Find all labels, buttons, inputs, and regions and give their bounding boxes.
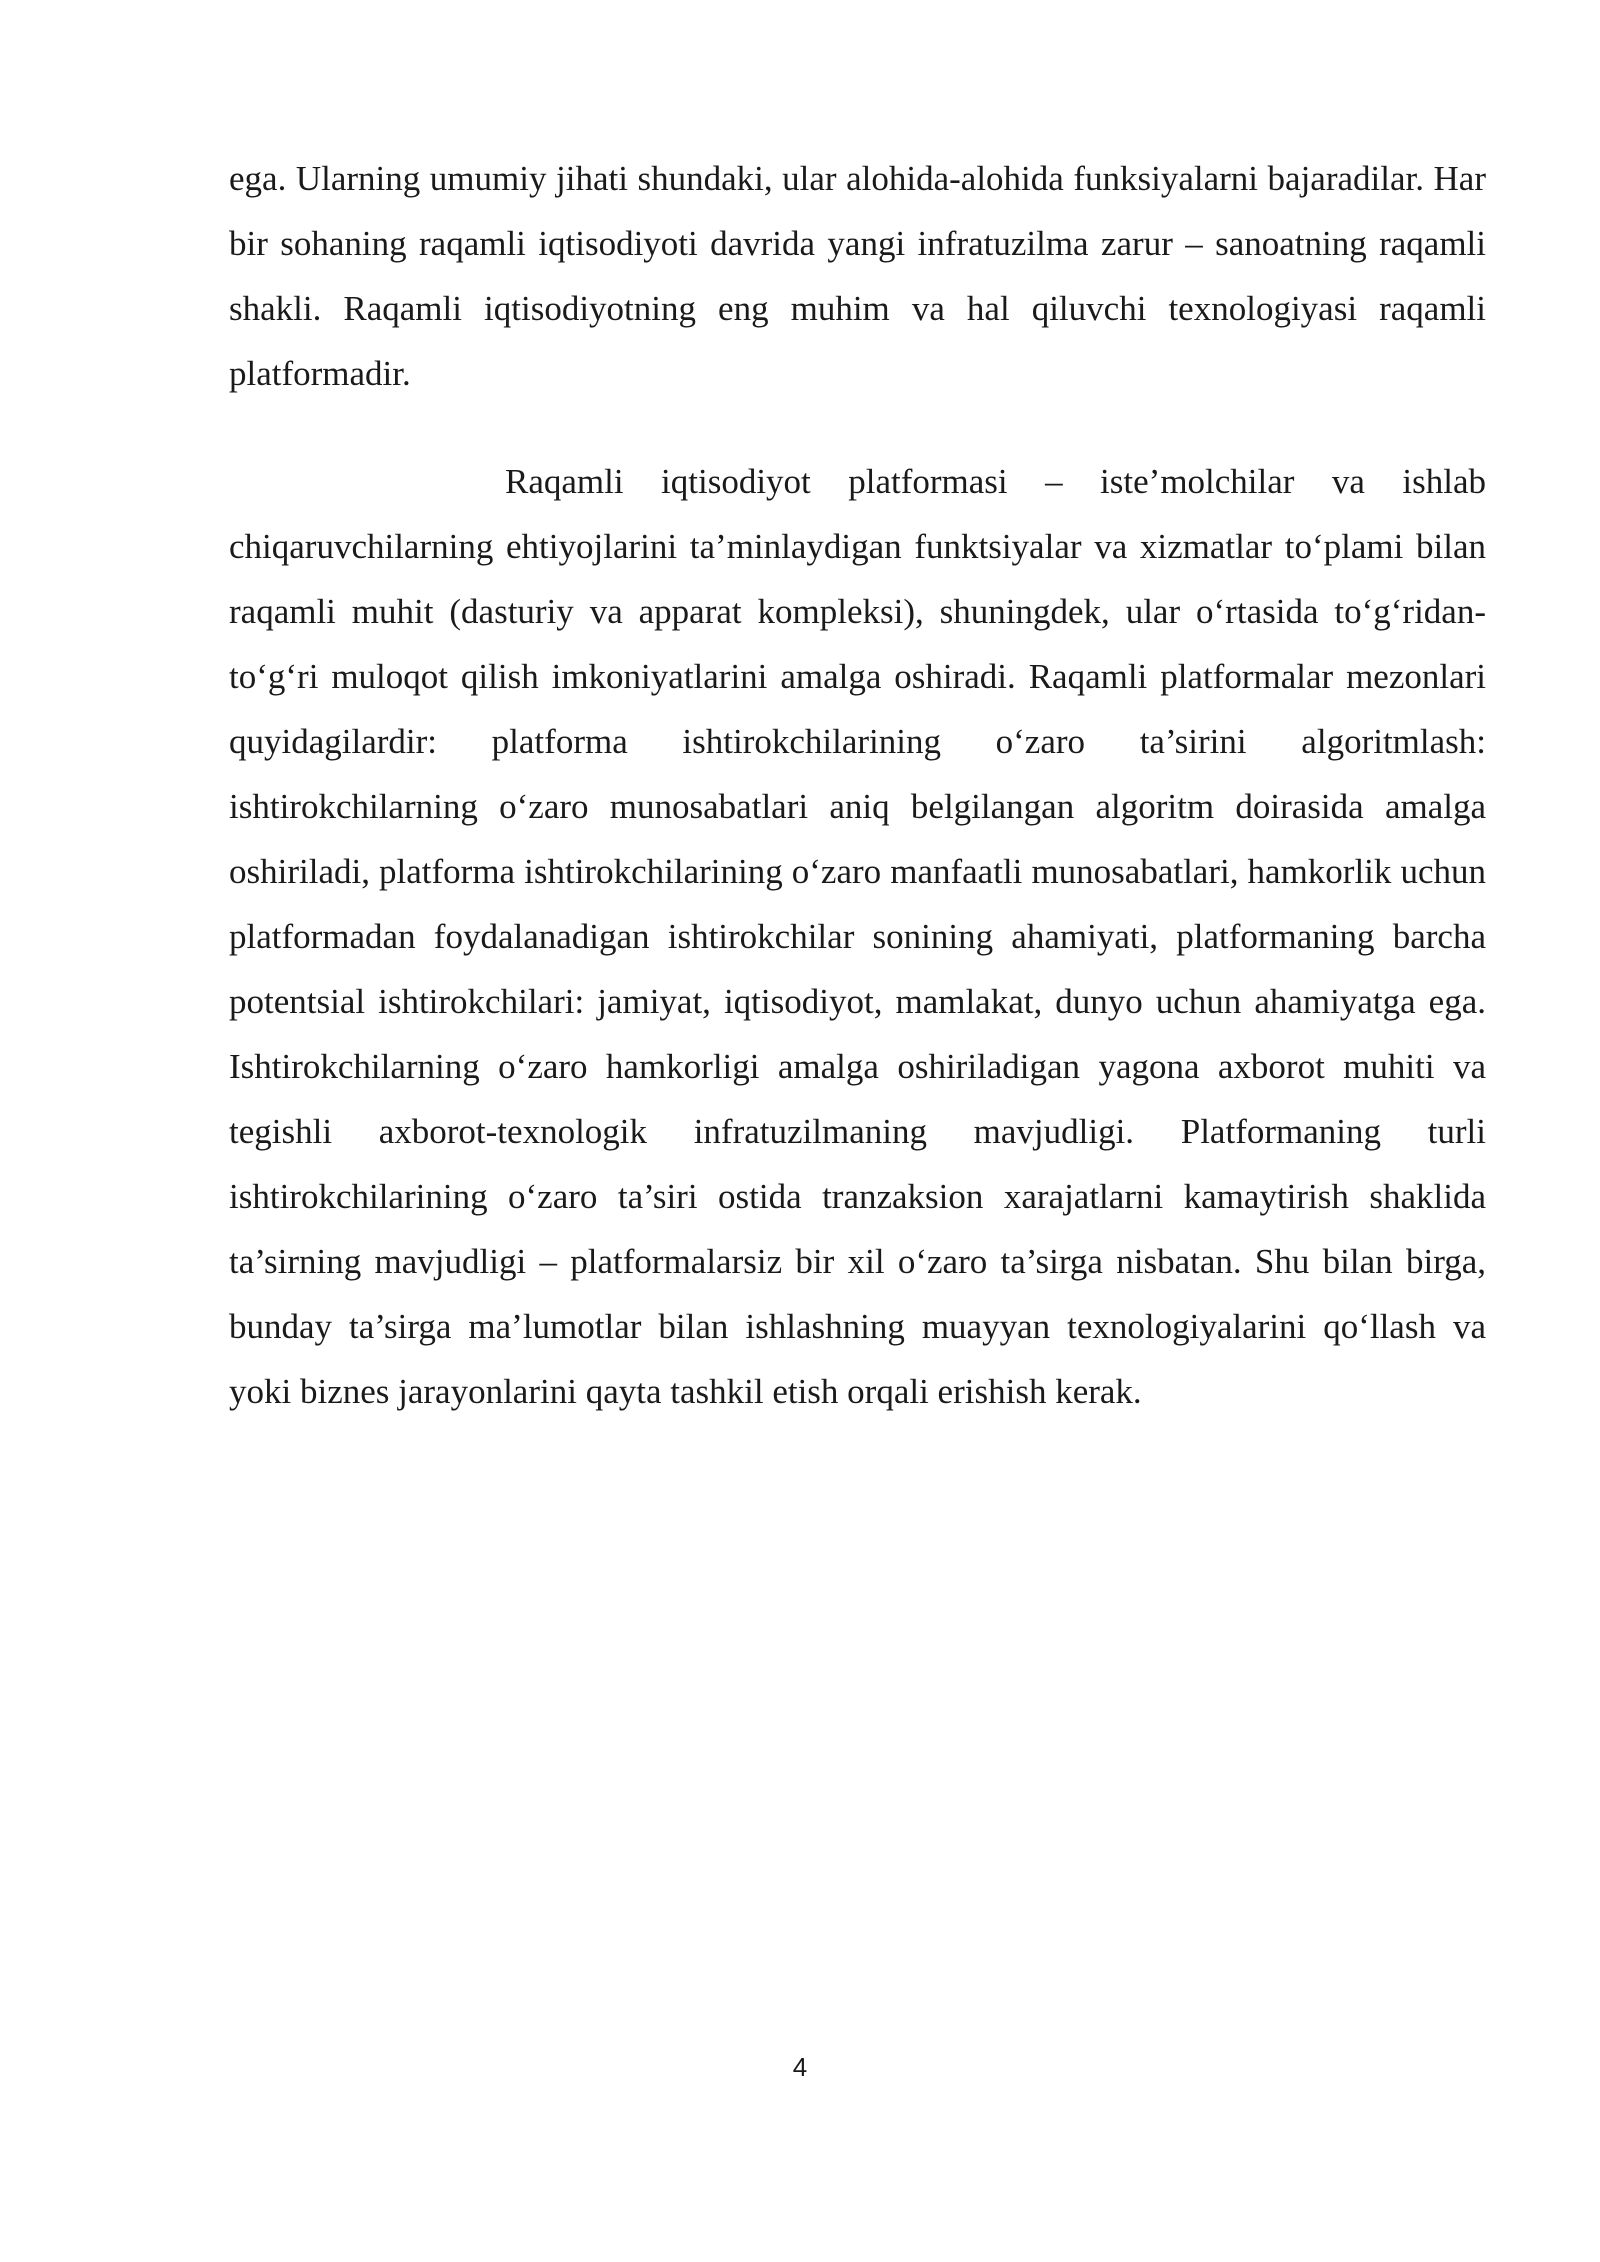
body-paragraph-2: Raqamli iqtisodiyot platformasi – iste’molchilar va ishlab chiqaruvchilarning ehtiyojlarini ta’minlaydigan funktsiyalar va xizmatlar to‘plami bilan raqamli muhit (dasturiy va apparat kompleksi), shuningdek, ular o‘rtasida to‘g‘ridan-to‘g‘ri muloqot qilish imkoniyatlarini amalga oshiradi. Raqamli platformalar mezonlari quyidagilardir: platforma ishtirokchilarining o‘zaro ta’sirini algoritmlash: ishtirokchilarning o‘zaro munosabatlari aniq belgilangan algoritm doirasida amalga oshiriladi, platforma ishtirokchilarining o‘zaro manfaatli munosabatlari, hamkorlik uchun platformadan foydalanadigan ishtirokchilar sonining ahamiyati, platformaning barcha potentsial ishtirokchilari: jamiyat, iqtisodiyot, mamlakat, dunyo uchun ahamiyatga ega. Ishtirokchilarning o‘zaro hamkorligi amalga oshiriladigan yagona axborot muhiti va tegishli axborot-texnologik infratuzilmaning mavjudligi. Platformaning turli ishtirokchilarining o‘zaro ta’siri ostida tranzaksion xarajatlarni kamaytirish shaklida ta’sirning mavjudligi – platformalarsiz bir xil o‘zaro ta’sirga nisbatan. Shu bilan birga, bunday ta’sirga ma’lumotlar bilan ishlashning muayyan texnologiyalarini qo‘llash va yoki biznes jarayonlarini qayta tashkil etish orqali erishish kerak. [229,462,1486,1411]
page-number: 4 [792,2052,808,2082]
body-paragraph-1: ega. Ularning umumiy jihati shundaki, ular alohida-alohida funksiyalarni bajaradilar. Har bir sohaning raqamli iqtisodiyoti davrida yangi infratuzilma zarur – sanoatning raqamli shakli. Raqamli iqtisodiyotning eng muhim va hal qiluvchi texnologiyasi raqamli platformadir. [229,159,1486,393]
